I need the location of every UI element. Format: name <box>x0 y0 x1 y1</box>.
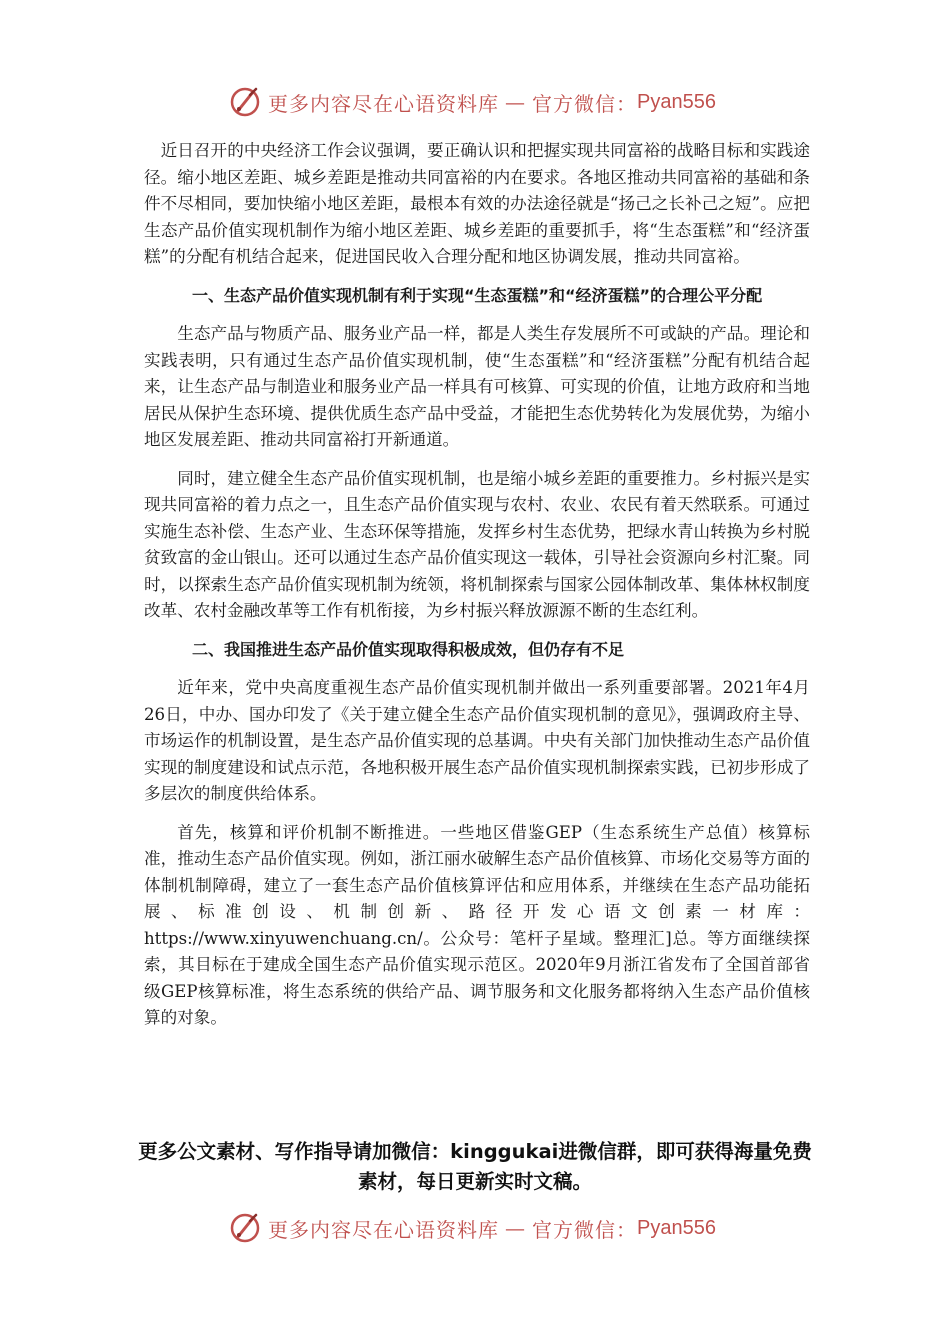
footer-promo-note: 更多公文素材、写作指导请加微信：kinggukai进微信群，即可获得海量免费素材，每日更新实时文稿。 <box>138 1140 812 1193</box>
banner-separator: — <box>505 90 526 114</box>
banner-title: 更多内容尽在心语资料库 <box>268 1217 499 1242</box>
footer-banner <box>228 1208 728 1248</box>
pen-circle-logo-icon <box>228 1211 262 1245</box>
banner-title: 更多内容尽在心语资料库 <box>268 91 499 116</box>
paragraph-2: 同时，建立健全生态产品价值实现机制，也是缩小城乡差距的重要推力。乡村振兴是实现共同富裕的着力点之一，且生态产品价值实现与农村、农业、农民有着天然联系。可通过实施生态补偿、生态产业、生态环保等措施，发挥乡村生态优势，把绿水青山转换为乡村脱贫致富的金山银山。还可以通过生态产品价值实现这一载体，引导社会资源向乡村汇聚。同时，以探索生态产品价值实现机制为统领，将机制探索与国家公园体制改革、集体林权制度改革、农村金融改革等工作有机衔接，为乡村振兴释放源源不断的生态红利。 <box>144 468 810 620</box>
intro-paragraph: 近日召开的中央经济工作会议强调，要正确认识和把握实现共同富裕的战略目标和实践途径。缩小地区差距、城乡差距是推动共同富裕的内在要求。各地区推动共同富裕的基础和条件不尽相同，要加快缩小地区差距，最根本有效的办法途径就是“扬己之长补己之短”。应把生态产品价值实现机制作为缩小地区差距、城乡差距的重要抓手，将“生态蛋糕”和“经济蛋糕”的分配有机结合起来，促进国民收入合理分配和地区协调发展，推动共同富裕。 <box>144 141 810 266</box>
banner-wechat-label: 官方微信： <box>532 91 637 116</box>
article-body <box>144 138 810 1044</box>
pen-circle-logo-icon <box>228 85 262 119</box>
section-heading-1: 一、生态产品价值实现机制有利于实现“生态蛋糕”和“经济蛋糕”的合理公平分配 <box>192 285 763 305</box>
banner-wechat-id: Pyan556 <box>637 1216 716 1239</box>
header-banner <box>228 82 728 122</box>
section-heading-2: 二、我国推进生态产品价值实现取得积极成效，但仍存有不足 <box>192 639 625 659</box>
paragraph-3: 近年来，党中央高度重视生态产品价值实现机制并做出一系列重要部署。2021年4月26日，中办、国办印发了《关于建立健全生态产品价值实现机制的意见》，强调政府主导、市场运作的机制设置，是生态产品价值实现的总基调。中央有关部门加快推动生态产品价值实现的制度建设和试点示范，各地积极开展生态产品价值实现机制探索实践，已初步形成了多层次的制度供给体系。 <box>144 678 810 803</box>
banner-wechat-id: Pyan556 <box>637 90 716 113</box>
paragraph-4: 首先，核算和评价机制不断推进。一些地区借鉴GEP（生态系统生产总值）核算标准，推动生态产品价值实现。例如，浙江丽水破解生态产品价值核算、市场化交易等方面的体制机制障碍，建立了一套生态产品价值核算评估和应用体系，并继续在生态产品功能拓展、标准创设、机制创新、路径开发心语文创素一材库：https://www.xinyuwenchuang.cn/。公众号：笔杆子星域。整理汇]总。等方面继续探索，其目标在于建成全国生态产品价值实现示范区。2020年9月浙江省发布了全国首部省级GEP核算标准，将生态系统的供给产品、调节服务和文化服务都将纳入生态产品价值核算的对象。 <box>144 822 810 1027</box>
banner-wechat-label: 官方微信： <box>532 1217 637 1242</box>
banner-separator: — <box>505 1216 526 1240</box>
paragraph-1: 生态产品与物质产品、服务业产品一样，都是人类生存发展所不可或缺的产品。理论和实践表明，只有通过生态产品价值实现机制，使“生态蛋糕”和“经济蛋糕”分配有机结合起来，让生态产品与制造业和服务业产品一样具有可核算、可实现的价值，让地方政府和当地居民从保护生态环境、提供优质生态产品中受益，才能把生态优势转化为发展优势，为缩小地区发展差距、推动共同富裕打开新通道。 <box>144 324 810 449</box>
